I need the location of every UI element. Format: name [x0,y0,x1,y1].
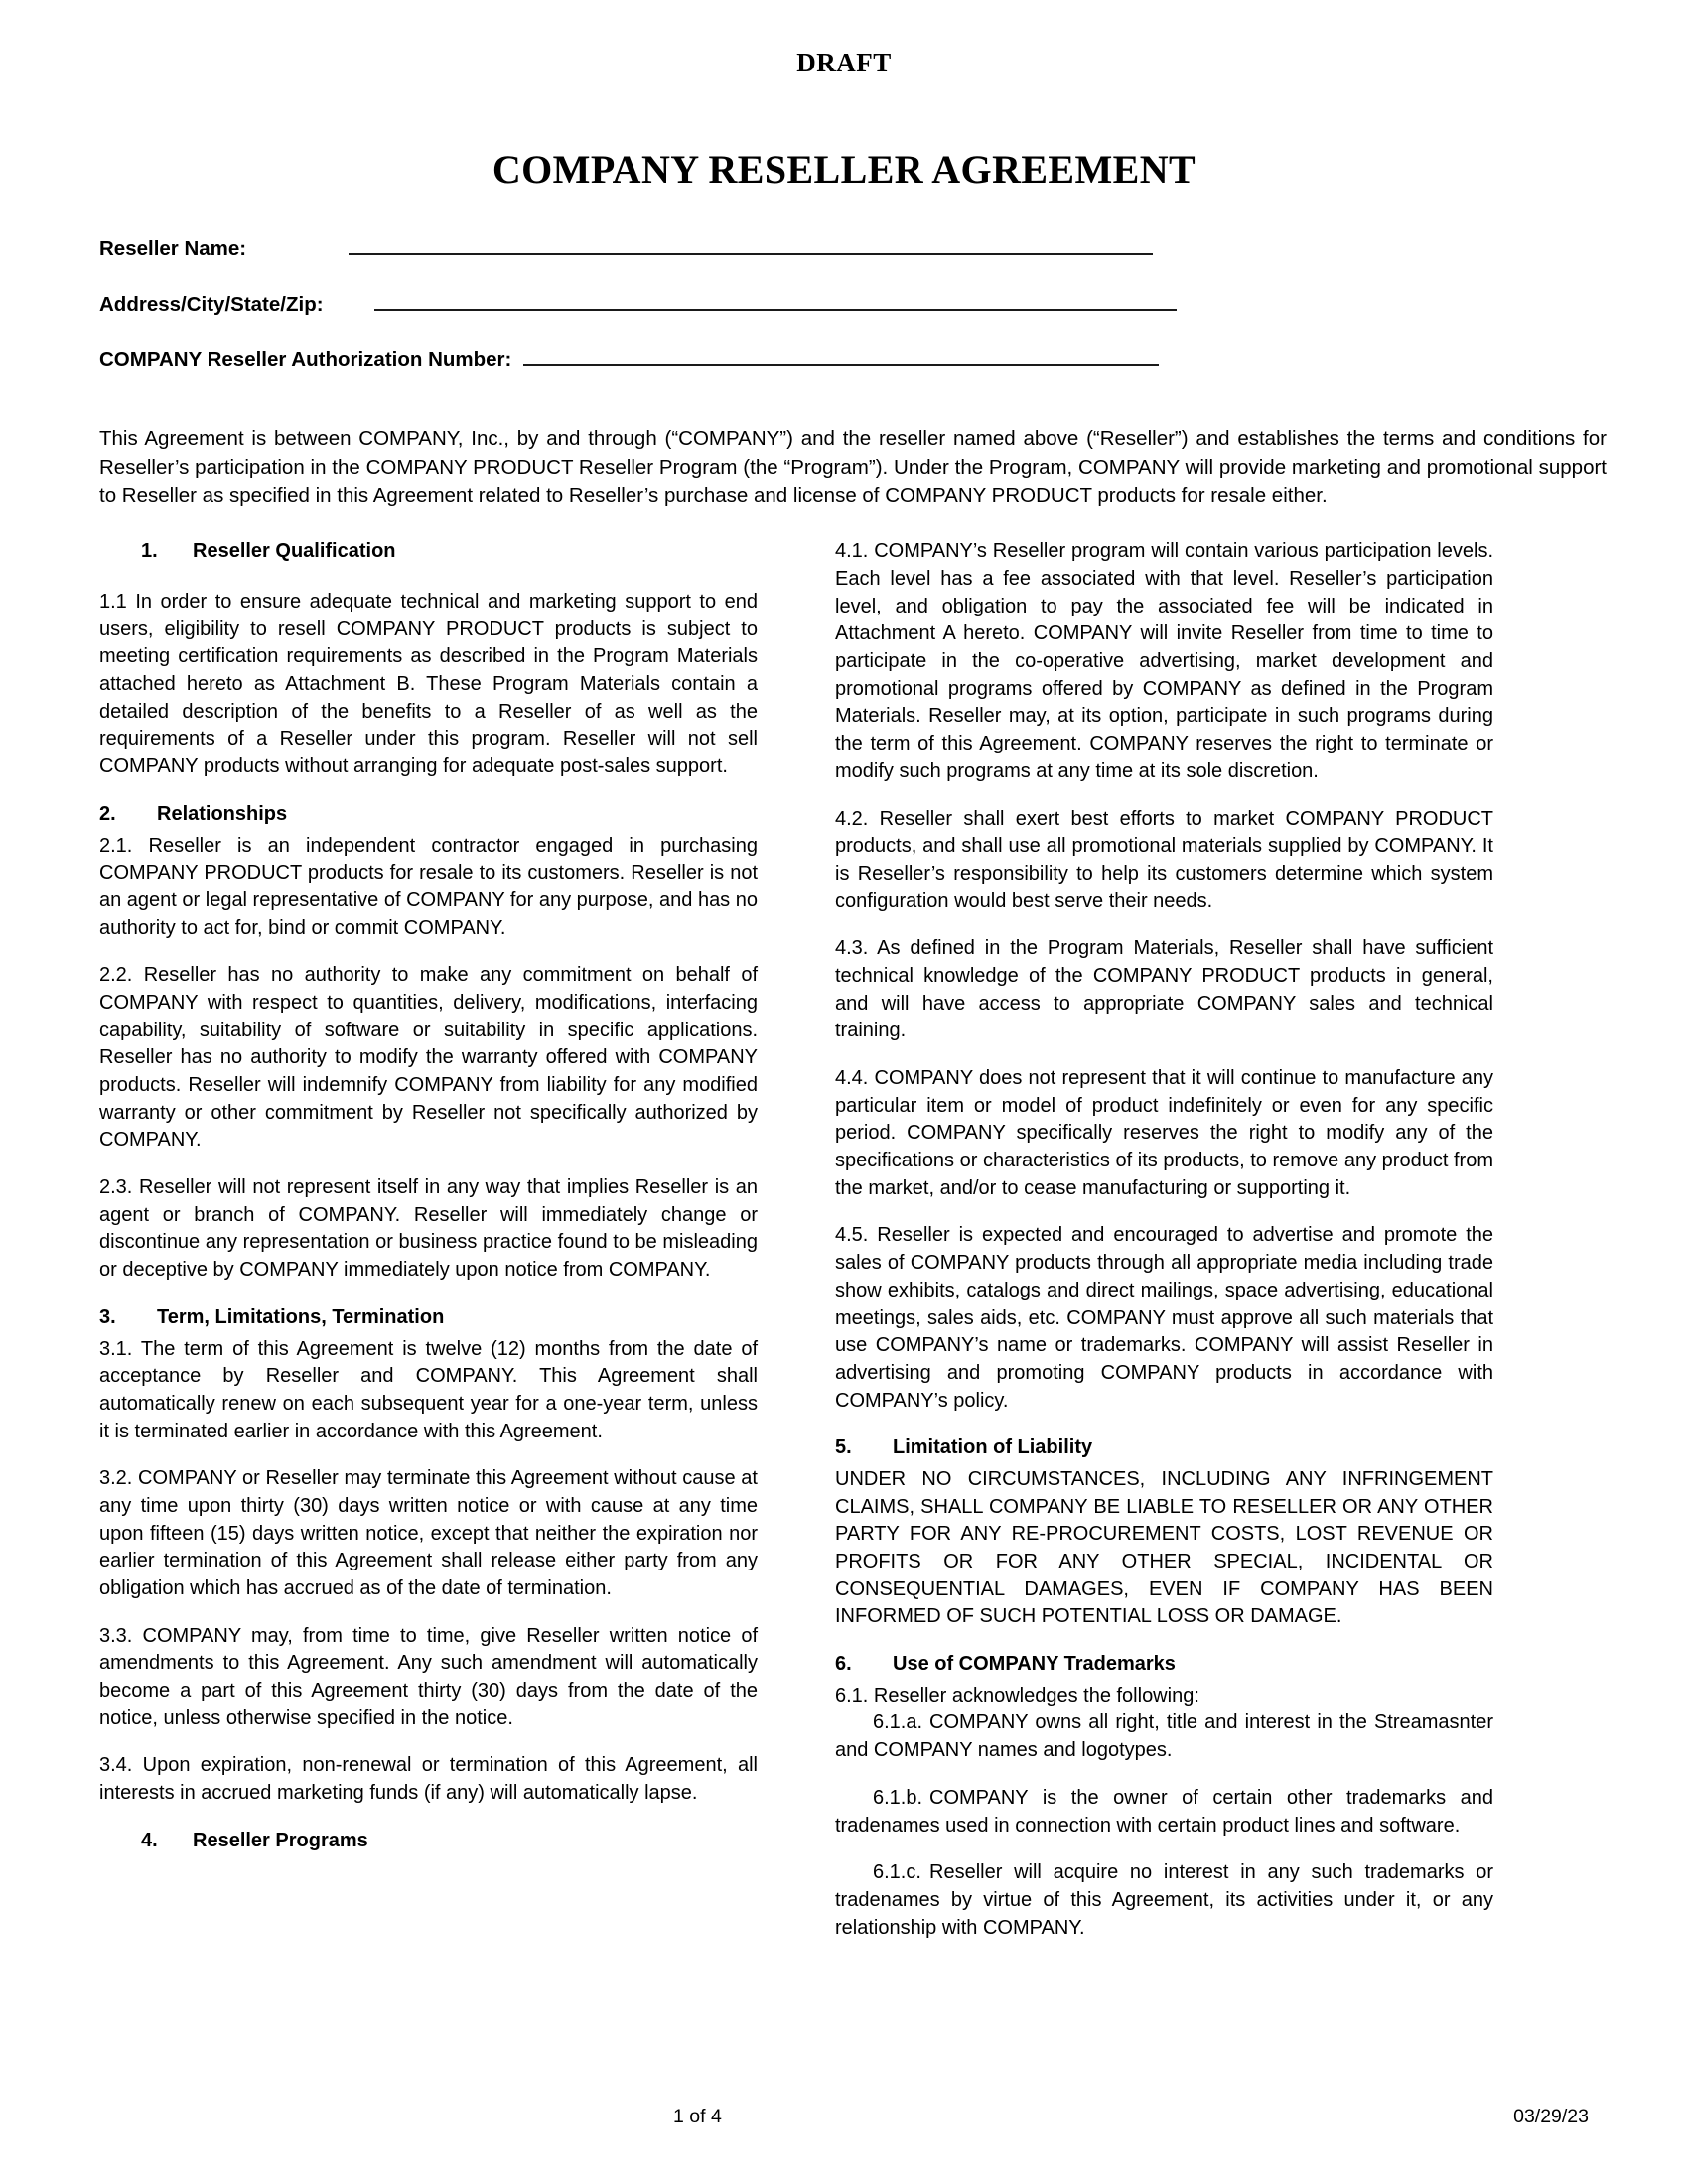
reseller-name-label: Reseller Name: [99,237,247,260]
section-3-title: Term, Limitations, Termination [157,1305,445,1328]
list-item-text: COMPANY owns all right, title and interest in the Streamasnter and COMPANY names and logotypes. [835,1711,1493,1762]
section-2-heading [99,801,758,829]
body-columns [0,538,1688,1962]
field-row-address [99,292,1604,317]
list-item-6-1-b [835,1785,1493,1840]
section-1-title: Reseller Qualification [193,540,396,563]
paragraph-4-1: 4.1. COMPANY’s Reseller program will contain various participation levels. Each level has a fee associated with that level. Reseller’s participation level, and obligation to pay the associated fee will be indicated in Attachment A hereto. COMPANY will invite Reseller from time to time to participate in the co-operative advertising, market development and promotional programs offered by COMPANY as defined in the Program Materials. Reseller may, at its option, participate in such programs during the term of this Agreement. COMPANY reserves the right to terminate or modify such programs at any time at its sole discretion. [835,540,1493,782]
paragraph-2-3: 2.3. Reseller will not represent itself in any way that implies Reseller is an agent or branch of COMPANY. Reseller will immediately change or discontinue any representation or business practice found to be misleading or deceptive by COMPANY immediately upon notice from COMPANY. [99,1176,758,1282]
paragraph-4-4: 4.4. COMPANY does not represent that it will continue to manufacture any particular item or model of product indefinitely or even for any specific period. COMPANY specifically reserves the right to modify any of the specifications or characteristics of its products, to remove any product from the market, and/or to cease manufacturing or supporting it. [835,1067,1493,1199]
paragraph-2-1: 2.1. Reseller is an independent contractor engaged in purchasing COMPANY PRODUCT products for resale to its customers. Reseller is not an agent or legal representative of COMPANY for any purpose, and has no authority to act for, bind or commit COMPANY. [99,834,758,939]
section-5-heading [835,1434,1493,1462]
draft-watermark-heading: DRAFT [796,48,892,77]
section-6-heading [835,1651,1493,1679]
address-label: Address/City/State/Zip: [99,293,324,316]
section-2-number: 2. [99,802,116,825]
paragraph-4-2: 4.2. Reseller shall exert best efforts to market COMPANY PRODUCT products, and shall use all promotional materials supplied by COMPANY. It is Reseller’s responsibility to help its customers determine which system configuration would best serve their needs. [835,807,1493,912]
authorization-number-input-line[interactable] [523,347,1159,366]
list-item-text: COMPANY is the owner of certain other trademarks and tradenames used in connection with certain product lines and software. [835,1786,1493,1837]
section-5-title: Limitation of Liability [893,1436,1093,1459]
list-item-number: 6.1.a. [873,1711,923,1734]
section-6-number: 6. [835,1653,852,1676]
intro-paragraph: This Agreement is between COMPANY, Inc., by and through (“COMPANY”) and the reseller named above (“Reseller”) and establishes the terms and conditions for Reseller’s participation in the COMPANY PRODUCT Reseller Program (the “Program”). Under the Program, COMPANY will provide marketing and promotional support to Reseller as specified in this Agreement related to Reseller’s purchase and license of COMPANY PRODUCT products for resale either. [99,427,1607,508]
authorization-number-label: COMPANY Reseller Authorization Number: [99,348,512,371]
section-6-title: Use of COMPANY Trademarks [893,1653,1176,1676]
section-5-body: UNDER NO CIRCUMSTANCES, INCLUDING ANY INFRINGEMENT CLAIMS, SHALL COMPANY BE LIABLE TO RESELLER OR ANY OTHER PARTY FOR ANY RE-PROCUREMENT COSTS, LOST REVENUE OR PROFITS OR FOR ANY OTHER SPECIAL, INCIDENTAL OR CONSEQUENTIAL DAMAGES, EVEN IF COMPANY HAS BEEN INFORMED OF SUCH POTENTIAL LOSS OR DAMAGE. [835,1467,1493,1628]
address-input-line[interactable] [374,292,1177,311]
paragraph-2-2: 2.2. Reseller has no authority to make any commitment on behalf of COMPANY with respect to quantities, delivery, modifications, interfacing capability, suitability of software or suitability in specific applications. Reseller has no authority to modify the warranty offered with COMPANY products. Reseller will indemnify COMPANY from liability for any modified warranty or other commitment by Reseller not specifically authorized by COMPANY. [99,964,758,1152]
reseller-name-input-line[interactable] [349,236,1153,255]
section-1-heading [99,538,758,566]
section-2-title: Relationships [157,802,288,825]
page-title: COMPANY RESELLER AGREEMENT [492,147,1196,192]
paragraph-3-4: 3.4. Upon expiration, non-renewal or termination of this Agreement, all interests in accrued marketing funds (if any) will automatically lapse. [99,1754,758,1805]
paragraph-1-1: 1.1 In order to ensure adequate technical and marketing support to end users, eligibility to resell COMPANY PRODUCT products is subject to meeting certification requirements as described in the Program Materials attached hereto as Attachment B. These Program Materials contain a detailed description of the benefits to a Reseller of as well as the requirements of a Reseller under this program. Reseller will not sell COMPANY products without arranging for adequate post-sales support. [99,591,758,778]
section-4-number: 4. [141,1829,158,1851]
field-row-reseller-name [99,236,1604,261]
page-footer [0,2106,1688,2128]
paragraph-3-3: 3.3. COMPANY may, from time to time, give Reseller written notice of amendments to this Agreement. Any such amendment will automatically become a part of this Agreement thirty (30) days from the date of the notice, unless otherwise specified in the notice. [99,1624,758,1729]
list-item-6-1-c [835,1859,1493,1942]
paragraph-4-3: 4.3. As defined in the Program Materials, Reseller shall have sufficient technical knowledge of the COMPANY PRODUCT products in general, and will have access to appropriate COMPANY sales and technical training. [835,937,1493,1042]
section-5-number: 5. [835,1436,852,1459]
paragraph-4-5: 4.5. Reseller is expected and encouraged to advertise and promote the sales of COMPANY products through all appropriate media including trade show exhibits, catalogs and direct mailings, space advertising, educational meetings, sales aids, etc. COMPANY must approve all such materials that use COMPANY’s name or trademarks. COMPANY will assist Reseller in advertising and promoting COMPANY products in accordance with COMPANY’s policy. [835,1224,1493,1412]
list-item-number: 6.1.c. [873,1861,921,1884]
paragraph-3-2: 3.2. COMPANY or Reseller may terminate this Agreement without cause at any time upon thirty (30) days written notice or with cause at any time upon fifteen (15) days written notice, except that neither the expiration nor earlier termination of this Agreement shall release either party from any obligation which has accrued as of the date of termination. [99,1467,758,1600]
section-3-number: 3. [99,1305,116,1328]
right-column [835,538,1493,1962]
fill-in-fields [0,236,1688,372]
section-3-heading [99,1304,758,1332]
field-row-authorization-number [99,347,1604,372]
footer-date: 03/29/23 [1513,2106,1589,2127]
section-4-heading [99,1828,758,1855]
footer-page-number: 1 of 4 [673,2106,722,2127]
section-1-number: 1. [141,540,158,563]
list-item-number: 6.1.b. [873,1786,923,1809]
paragraph-3-1: 3.1. The term of this Agreement is twelve (12) months from the date of acceptance by Reseller and COMPANY. This Agreement shall automatically renew on each subsequent year for a one-year term, unless it is terminated earlier in accordance with this Agreement. [99,1337,758,1442]
section-4-title: Reseller Programs [193,1829,368,1851]
list-item-6-1-a [835,1709,1493,1764]
paragraph-6-1: 6.1. Reseller acknowledges the following: [835,1684,1199,1706]
list-item-text: Reseller will acquire no interest in any such trademarks or tradenames by virtue of this Agreement, its activities under it, or any relationship with COMPANY. [835,1861,1493,1939]
left-column [99,538,758,1962]
